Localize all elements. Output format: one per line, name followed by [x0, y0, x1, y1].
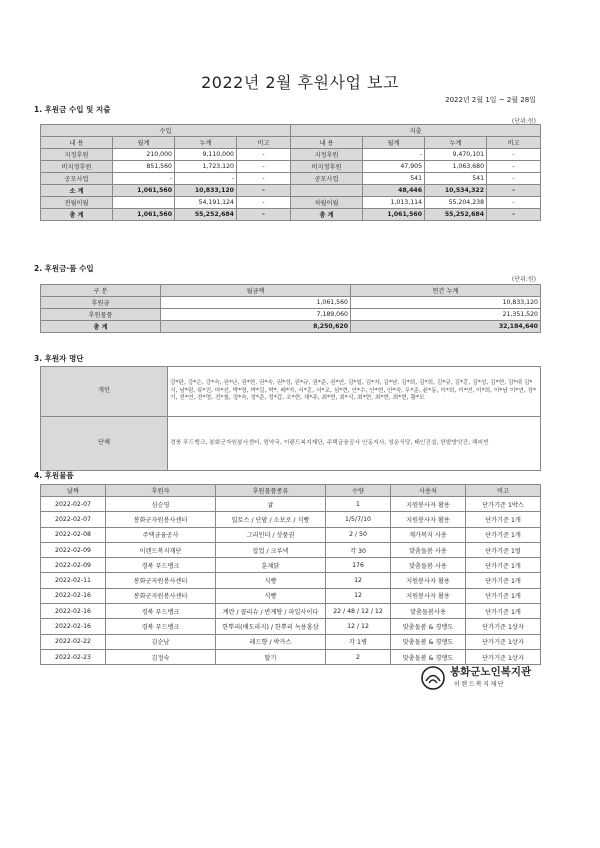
table-cell: 김정숙 — [106, 649, 216, 664]
table-cell: 딸기 — [216, 649, 326, 664]
table-cell: 주택금융공사 — [106, 527, 216, 542]
table-cell: 맞춤돌봄 사용 — [391, 542, 466, 557]
table-cell: 22 / 48 / 12 / 12 — [326, 604, 391, 619]
table-cell: - — [487, 185, 541, 197]
table-cell: 2022-02-07 — [41, 497, 106, 512]
table-cell: 공모사업 — [291, 173, 363, 185]
table-cell: - — [113, 173, 175, 185]
section1-heading: 1. 후원금 수입 및 지출 — [34, 105, 111, 114]
seal-logo-icon — [420, 665, 446, 691]
column-header: 후원자 — [106, 485, 216, 497]
table-cell: 지정후원 — [41, 149, 113, 161]
table-cell: 지원봉사자 활용 — [391, 573, 466, 588]
column-header: 날짜 — [41, 485, 106, 497]
table-cell: 총 계 — [41, 209, 113, 221]
table-cell: 2022-02-11 — [41, 573, 106, 588]
table-cell: 잡업 / 크루넥 — [216, 542, 326, 557]
table-cell: 2022-02-09 — [41, 542, 106, 557]
table-cell: 단가기준 1개 — [466, 604, 541, 619]
table-cell: 단가기준 1개 — [466, 588, 541, 603]
table-row — [41, 604, 541, 619]
table-row — [41, 173, 541, 185]
table-row — [41, 512, 541, 527]
table-cell: 차월이월 — [291, 197, 363, 209]
table-cell: 10,833,120 — [351, 297, 541, 309]
table-row — [41, 185, 541, 197]
table-cell: - — [237, 197, 291, 209]
table-cell: 1,061,560 — [363, 209, 425, 221]
table-row — [41, 497, 541, 512]
table-cell: 봉화군자원봉사센터 — [106, 512, 216, 527]
table-row — [41, 209, 541, 221]
table-cell: 맞춤돌봄 사용 — [391, 558, 466, 573]
group-donors: 경북 푸드뱅크, 봉화군자원봉사센터, 엄약국, 이랜드복지재단, 주택금융공사 안동지사, 청운식당, 태인건설, 한밭방앗간, 해피빈 — [168, 417, 541, 471]
table-cell: 그리인더 / 상품권 — [216, 527, 326, 542]
donated-goods-table — [40, 484, 541, 665]
section4-heading: 4. 후원물품 — [34, 471, 74, 480]
section1-unit: (단위:원) — [511, 118, 536, 125]
table-cell: 각 1병 — [326, 634, 391, 649]
table-row — [41, 558, 541, 573]
table-cell: 2022-02-16 — [41, 604, 106, 619]
table-cell: 지정후원 — [291, 149, 363, 161]
table-row — [41, 197, 541, 209]
table-cell: 1/5/7/10 — [326, 512, 391, 527]
table-cell: 1,063,680 — [425, 161, 487, 173]
table-row — [41, 573, 541, 588]
table-cell: 1,061,560 — [113, 209, 175, 221]
table-row — [41, 149, 541, 161]
table-cell: 식빵 — [216, 588, 326, 603]
individual-donors: 강*란, 강*은, 강*숙, 권*난, 권*현, 권*숙, 권*성, 권*규, 권*준, 권*연, 김*일, 김*자, 김*남, 김*희, 김*희, 김*규, 김*홍, 김*성, 김*현, 김*대 김*식, 남*림, 류*진, 마*선, 박*영, 박*길, 박*, 배*자, 서*홍, 서*교, 심*현, 안*수, 안*현, 안*숙, 우*준, 윤*동, 이*희, 이*연, 이*희, 이*남 이*연, 장*기, 전*연, 전*영, 전*철, 정*숙, 정*준, 정*갑, 조*현, 채*주, 최*현, 최*식, 최*현, 최*현, 최*현, 황*모 — [168, 367, 541, 417]
table-cell: 심승영 — [106, 497, 216, 512]
section2-heading: 2. 후원금·품 수입 — [34, 264, 94, 273]
table-cell: 12 — [326, 588, 391, 603]
individual-label: 개인 — [41, 367, 168, 417]
table-row — [41, 542, 541, 557]
table-cell: 지원봉사자 활용 — [391, 497, 466, 512]
column-header: 비고 — [466, 485, 541, 497]
table-cell: 단가기준 1개 — [466, 573, 541, 588]
table-cell: 맞춤돌봄사용 — [391, 604, 466, 619]
column-header: 비고 — [237, 137, 291, 149]
table-cell: 176 — [326, 558, 391, 573]
column-header: 연간 누계 — [351, 285, 541, 297]
table-cell: 봉화군자원봉사센터 — [106, 588, 216, 603]
table-cell: 훈제닭 — [216, 558, 326, 573]
table-cell: 밀토스 / 단팥 / 소보로 / 식빵 — [216, 512, 326, 527]
table-cell: 단가기준 1벌 — [466, 542, 541, 557]
table-cell: 단가기준 1상자 — [466, 634, 541, 649]
table-cell: 이랜드복지재단 — [106, 542, 216, 557]
report-period: 2022년 2월 1일 ~ 2월 28일 — [445, 96, 536, 104]
column-header: 내 용 — [41, 137, 113, 149]
table-cell: - — [237, 149, 291, 161]
table-cell: 1,013,114 — [363, 197, 425, 209]
table-row — [41, 588, 541, 603]
table-cell: 단가기준 1개 — [466, 512, 541, 527]
column-header: 월계 — [113, 137, 175, 149]
table-cell: 소 계 — [41, 185, 113, 197]
table-cell: 경북 푸드뱅크 — [106, 619, 216, 634]
table-cell: 총 계 — [41, 321, 161, 333]
table-cell: 48,446 — [363, 185, 425, 197]
table-cell: 55,252,684 — [425, 209, 487, 221]
table-cell: 7,189,060 — [161, 309, 351, 321]
table-cell: 단가기준 1박스 — [466, 497, 541, 512]
page-title: 2022년 2월 후원사업 보고 — [201, 73, 399, 92]
column-header: 후원물품종류 — [216, 485, 326, 497]
column-header: 누계 — [175, 137, 237, 149]
table-row — [41, 527, 541, 542]
table-row — [41, 161, 541, 173]
table-cell: 2022-02-08 — [41, 527, 106, 542]
table-cell: 9,110,000 — [175, 149, 237, 161]
column-header: 내 용 — [291, 137, 363, 149]
table-cell: - — [487, 197, 541, 209]
income-header: 수입 — [41, 125, 291, 137]
table-cell: - — [363, 149, 425, 161]
table-cell: 2022-02-09 — [41, 558, 106, 573]
table-cell: 지원봉사자 활용 — [391, 512, 466, 527]
table-cell: 1 — [326, 497, 391, 512]
table-cell: 541 — [363, 173, 425, 185]
table-cell: 맞춤돌봄 & 경맹도 — [391, 634, 466, 649]
table-cell: - — [237, 209, 291, 221]
table-cell: 비지정후원 — [41, 161, 113, 173]
column-header: 월계 — [363, 137, 425, 149]
table-cell: 541 — [425, 173, 487, 185]
org-name: 봉화군노인복지관 — [450, 666, 532, 678]
table-cell: 단가기준 1개 — [466, 527, 541, 542]
table-cell: 2 / 50 — [326, 527, 391, 542]
table-cell: 2022-02-23 — [41, 649, 106, 664]
table-cell: 2022-02-22 — [41, 634, 106, 649]
table-cell: 1,061,560 — [113, 185, 175, 197]
table-cell: 55,252,684 — [175, 209, 237, 221]
table-cell — [113, 197, 175, 209]
org-subname: 이랜드복지재단 — [454, 681, 506, 688]
table-cell: 54,191,124 — [175, 197, 237, 209]
column-header: 구 분 — [41, 285, 161, 297]
table-cell: 각 30 — [326, 542, 391, 557]
table-cell: 210,000 — [113, 149, 175, 161]
table-cell: 맞춤돌봄 & 경맹도 — [391, 649, 466, 664]
column-header: 비고 — [487, 137, 541, 149]
table-cell: 단가기준 1개 — [466, 558, 541, 573]
table-cell: 단가기준 1상자 — [466, 619, 541, 634]
table-cell: 851,560 — [113, 161, 175, 173]
table-cell — [291, 185, 363, 197]
organization-logo — [420, 663, 550, 693]
table-cell: 12 / 12 — [326, 619, 391, 634]
table-row — [41, 309, 541, 321]
table-cell: 봉화군자원봉사센터 — [106, 573, 216, 588]
table-cell: - — [487, 149, 541, 161]
table-cell: 후원물품 — [41, 309, 161, 321]
table-row — [41, 634, 541, 649]
table-cell: 9,470,101 — [425, 149, 487, 161]
expense-header: 지출 — [291, 125, 541, 137]
table-cell: 1,723,120 — [175, 161, 237, 173]
table-cell: 공모사업 — [41, 173, 113, 185]
table-cell: - — [487, 173, 541, 185]
section3-heading: 3. 후원자 명단 — [34, 354, 84, 363]
table-row — [41, 297, 541, 309]
table-cell: 김순남 — [106, 634, 216, 649]
table-cell: - — [487, 161, 541, 173]
table-cell: 후원금 — [41, 297, 161, 309]
table-cell: 경북 푸드뱅크 — [106, 558, 216, 573]
table-cell: 지원봉사자 활용 — [391, 588, 466, 603]
column-header: 수량 — [326, 485, 391, 497]
table-cell: 맞춤돌봄 & 경맹도 — [391, 619, 466, 634]
section2-unit: (단위:원) — [511, 276, 536, 283]
table-cell: 47,905 — [363, 161, 425, 173]
table-cell: - — [175, 173, 237, 185]
table-cell: 2 — [326, 649, 391, 664]
table-cell: 계란 / 콜리슈 / 반계탕 / 파일사이다 — [216, 604, 326, 619]
table-cell: 2022-02-16 — [41, 588, 106, 603]
table-cell: - — [237, 185, 291, 197]
table-cell: 12 — [326, 573, 391, 588]
donation-income-table — [40, 284, 541, 333]
table-cell: 55,204,238 — [425, 197, 487, 209]
table-cell: 레드향 / 박카스 — [216, 634, 326, 649]
table-cell: 귤 — [216, 497, 326, 512]
table-cell: 10,833,120 — [175, 185, 237, 197]
table-cell: 2022-02-07 — [41, 512, 106, 527]
table-cell: - — [237, 173, 291, 185]
table-cell: 1,061,560 — [161, 297, 351, 309]
table-cell: 32,184,640 — [351, 321, 541, 333]
table-cell: 재가복지 사용 — [391, 527, 466, 542]
table-row — [41, 321, 541, 333]
table-cell: 21,351,520 — [351, 309, 541, 321]
table-cell: 비지정후원 — [291, 161, 363, 173]
table-cell: 10,534,322 — [425, 185, 487, 197]
table-row — [41, 619, 541, 634]
column-header: 월금액 — [161, 285, 351, 297]
table-cell: 총 계 — [291, 209, 363, 221]
table-cell: 식빵 — [216, 573, 326, 588]
table-cell: 2022-02-16 — [41, 619, 106, 634]
table-cell: 전월이월 — [41, 197, 113, 209]
table-cell: 한뿌리(배도라지) / 한뿌리 녹용홍삼 — [216, 619, 326, 634]
table-cell: 8,250,620 — [161, 321, 351, 333]
group-label: 단체 — [41, 417, 168, 471]
column-header: 누계 — [425, 137, 487, 149]
table-cell: - — [237, 161, 291, 173]
table-cell: 경북 푸드뱅크 — [106, 604, 216, 619]
table-cell: - — [487, 209, 541, 221]
donor-list-table — [40, 366, 541, 471]
table-cell: 단가기준 1상자 — [466, 649, 541, 664]
income-expense-table — [40, 124, 541, 221]
column-header: 사용처 — [391, 485, 466, 497]
